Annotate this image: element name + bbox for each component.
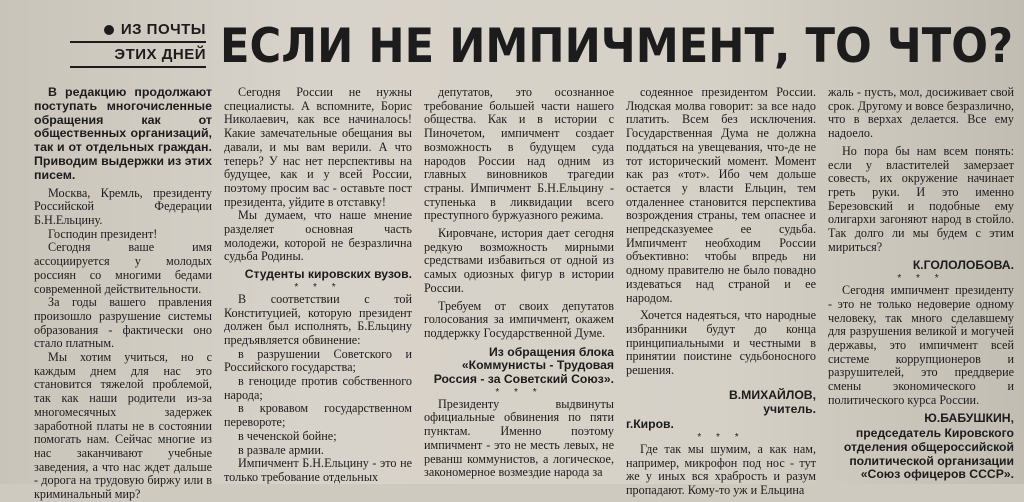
paragraph: Мы хотим учиться, но с каждым днем для нас это становится тяжелой проблемой, так как наши родители из-за многомесячных задержек заработной платы не в состоянии помогать нам. Сейчас многие из нас заканчивают учебные заведения, а что нас ждет дальше - дорога на трудовую биржу или в криминальный мир? bbox=[34, 350, 212, 502]
article-header bbox=[34, 16, 1014, 86]
rubric-rule-bottom bbox=[70, 66, 206, 68]
letter-salutation: Господин президент! bbox=[48, 226, 158, 241]
column-4 bbox=[626, 85, 816, 497]
signature: К.ГОЛОЛОБОВА. bbox=[912, 258, 1014, 273]
paragraph: За годы вашего правления произошло разрушение системы образования - фактически оно стало платным. bbox=[34, 295, 212, 351]
paragraph: Где так мы шумим, а как нам, например, микрофон под нос - тут же у иных вся храбрость и разум пропадают. Кому-то уж и Ельцина bbox=[626, 441, 816, 497]
paragraph: Сегодня ваше имя ассоциируется у молодых россиян со многими бедами современной действительности. bbox=[34, 240, 212, 296]
column-3 bbox=[424, 86, 614, 482]
paragraph: Требуем от своих депутатов голосования за импичмент, окажем поддержку Государственной Думе. bbox=[424, 298, 614, 340]
paragraph: Сегодня импичмент президенту - это не только недоверие одному человеку, так много сделавшему для разрушения великой и могучей державы, это импичмент всей системе коррупционеров и разрушителей, это преддверие смены экономического и политического курса России. bbox=[828, 283, 1014, 407]
rubric-text-2: ЭТИХ ДНЕЙ bbox=[114, 46, 206, 63]
lead-paragraph: В редакцию продолжают поступать многочисленные обращения как от общественных организаций, так и от отдельных граждан. Приводим выдержки из этих писем. bbox=[34, 85, 212, 182]
paragraph: Но пора бы нам всем понять: если у властителей замерзает совесть, их окружение начинает греть руки. И это именно Березовский и подобные ему олигархи загоняют народ в стойло. Так долго ли мы будем с этим мириться? bbox=[828, 143, 1014, 254]
rubric-line-2 bbox=[46, 45, 206, 65]
rubric-text-1: ИЗ ПОЧТЫ bbox=[120, 21, 206, 38]
signature: Из обращения блока «Коммунисты - Трудовая Россия - за Советский Союз». bbox=[433, 344, 614, 387]
signature: Студенты кировских вузов. bbox=[244, 267, 412, 282]
signature-name: В.МИХАЙЛОВ, bbox=[728, 387, 816, 402]
separator-stars: * * * bbox=[697, 431, 745, 443]
paragraph: депутатов, это осознанное требование большей части нашего общества. Как и в истории с Пиночетом, импичмент создает возможность в будущем суда народов России над одним из главных виновников трагедии страны. Импичмент Б.Н.Ельцину - ступенька в ликвидации всего преступного буржуазного режима. bbox=[424, 85, 614, 223]
accusation-list bbox=[224, 348, 412, 458]
column-2 bbox=[224, 86, 412, 482]
headline: ЕСЛИ НЕ ИМПИЧМЕНТ, ТО ЧТО? bbox=[220, 19, 1014, 74]
paragraph: Импичмент Б.Н.Ельцину - это не только требование отдельных bbox=[224, 456, 412, 484]
rubric-line-1 bbox=[46, 20, 206, 40]
signature-role: председатель Кировского отделения общероссийской политической организации «Союз офицеров СССР». bbox=[843, 426, 1014, 482]
article-columns bbox=[34, 85, 1014, 502]
separator-stars: * * * bbox=[897, 273, 945, 285]
separator-stars: * * * bbox=[495, 386, 543, 398]
signature-role: учитель. bbox=[763, 402, 816, 417]
rubric bbox=[46, 20, 206, 70]
column-1 bbox=[34, 85, 212, 502]
list-item: в кровавом государственном перевороте; bbox=[224, 401, 412, 430]
rubric-rule bbox=[70, 41, 206, 43]
signature-name: Ю.БАБУШКИН, bbox=[924, 411, 1014, 426]
list-item: в развале армии. bbox=[238, 442, 324, 457]
list-item: в чеченской бойне; bbox=[238, 428, 337, 443]
paragraph: Хочется надеяться, что народные избранники будут до конца принципиальными и честными в принятии поистине судьбоносного решения. bbox=[626, 308, 816, 378]
bullet-dot-icon bbox=[104, 25, 114, 35]
paragraph: жаль - пусть, мол, досиживает свой срок. Другому и вовсе безразлично, что в верхах делается. Все ему надоело. bbox=[828, 85, 1014, 141]
paragraph: В соответствии с той Конституцией, которую президент должен был исполнять, Б.Ельцину предъявляется обвинение: bbox=[224, 291, 412, 347]
column-5 bbox=[828, 86, 1014, 482]
signature-city: г.Киров. bbox=[626, 417, 674, 432]
paragraph: Президенту выдвинуты официальные обвинения по пяти пунктам. Именно поэтому импичмент - это не месть левых, не реванш коммунистов, а логическое, закономерное возмездие народа за bbox=[424, 396, 614, 480]
list-item: в разрушении Советского и Российского государства; bbox=[224, 346, 412, 375]
list-item: в геноциде против собственного народа; bbox=[224, 374, 412, 402]
letter-address: Москва, Кремль, президенту Российской Федерации Б.Н.Ельцину. bbox=[34, 185, 212, 227]
paragraph: Кировчане, история дает сегодня редкую возможность мирными средствами избавиться от одной из самых одиозных фигур в истории России. bbox=[424, 226, 614, 295]
paragraph: Сегодня России не нужны специалисты. А вспомните, Борис Николаевич, как все начиналось! Какие замечательные обещания вы давали, и мы вам верили. А что теперь? У нас нет перспективы на будущее, как и у всей России, поэтому просим вас - оставьте пост президента, уйдите в отставку! bbox=[224, 85, 412, 209]
paragraph: содеянное президентом России. Людская молва говорит: за все надо платить. Всем без исключения. Государственная Дума не должна поддаться на увещевания, что-де не тот исторический момент. Момент как раз «тот». Ибо чем дольше остается у власти Ельцин, тем отдаленнее становится перспектива возрождения страны, тем опаснее и непредсказуемее ее судьба. Импичмент необходим России объективно: чтобы впредь ни одному правителю не было повадно издеваться над страной и ее народом. bbox=[626, 85, 816, 305]
paragraph: Мы думаем, что наше мнение разделяет основная часть молодежи, которой не безразлична судьба Родины. bbox=[224, 208, 412, 264]
separator-stars: * * * bbox=[294, 281, 342, 293]
